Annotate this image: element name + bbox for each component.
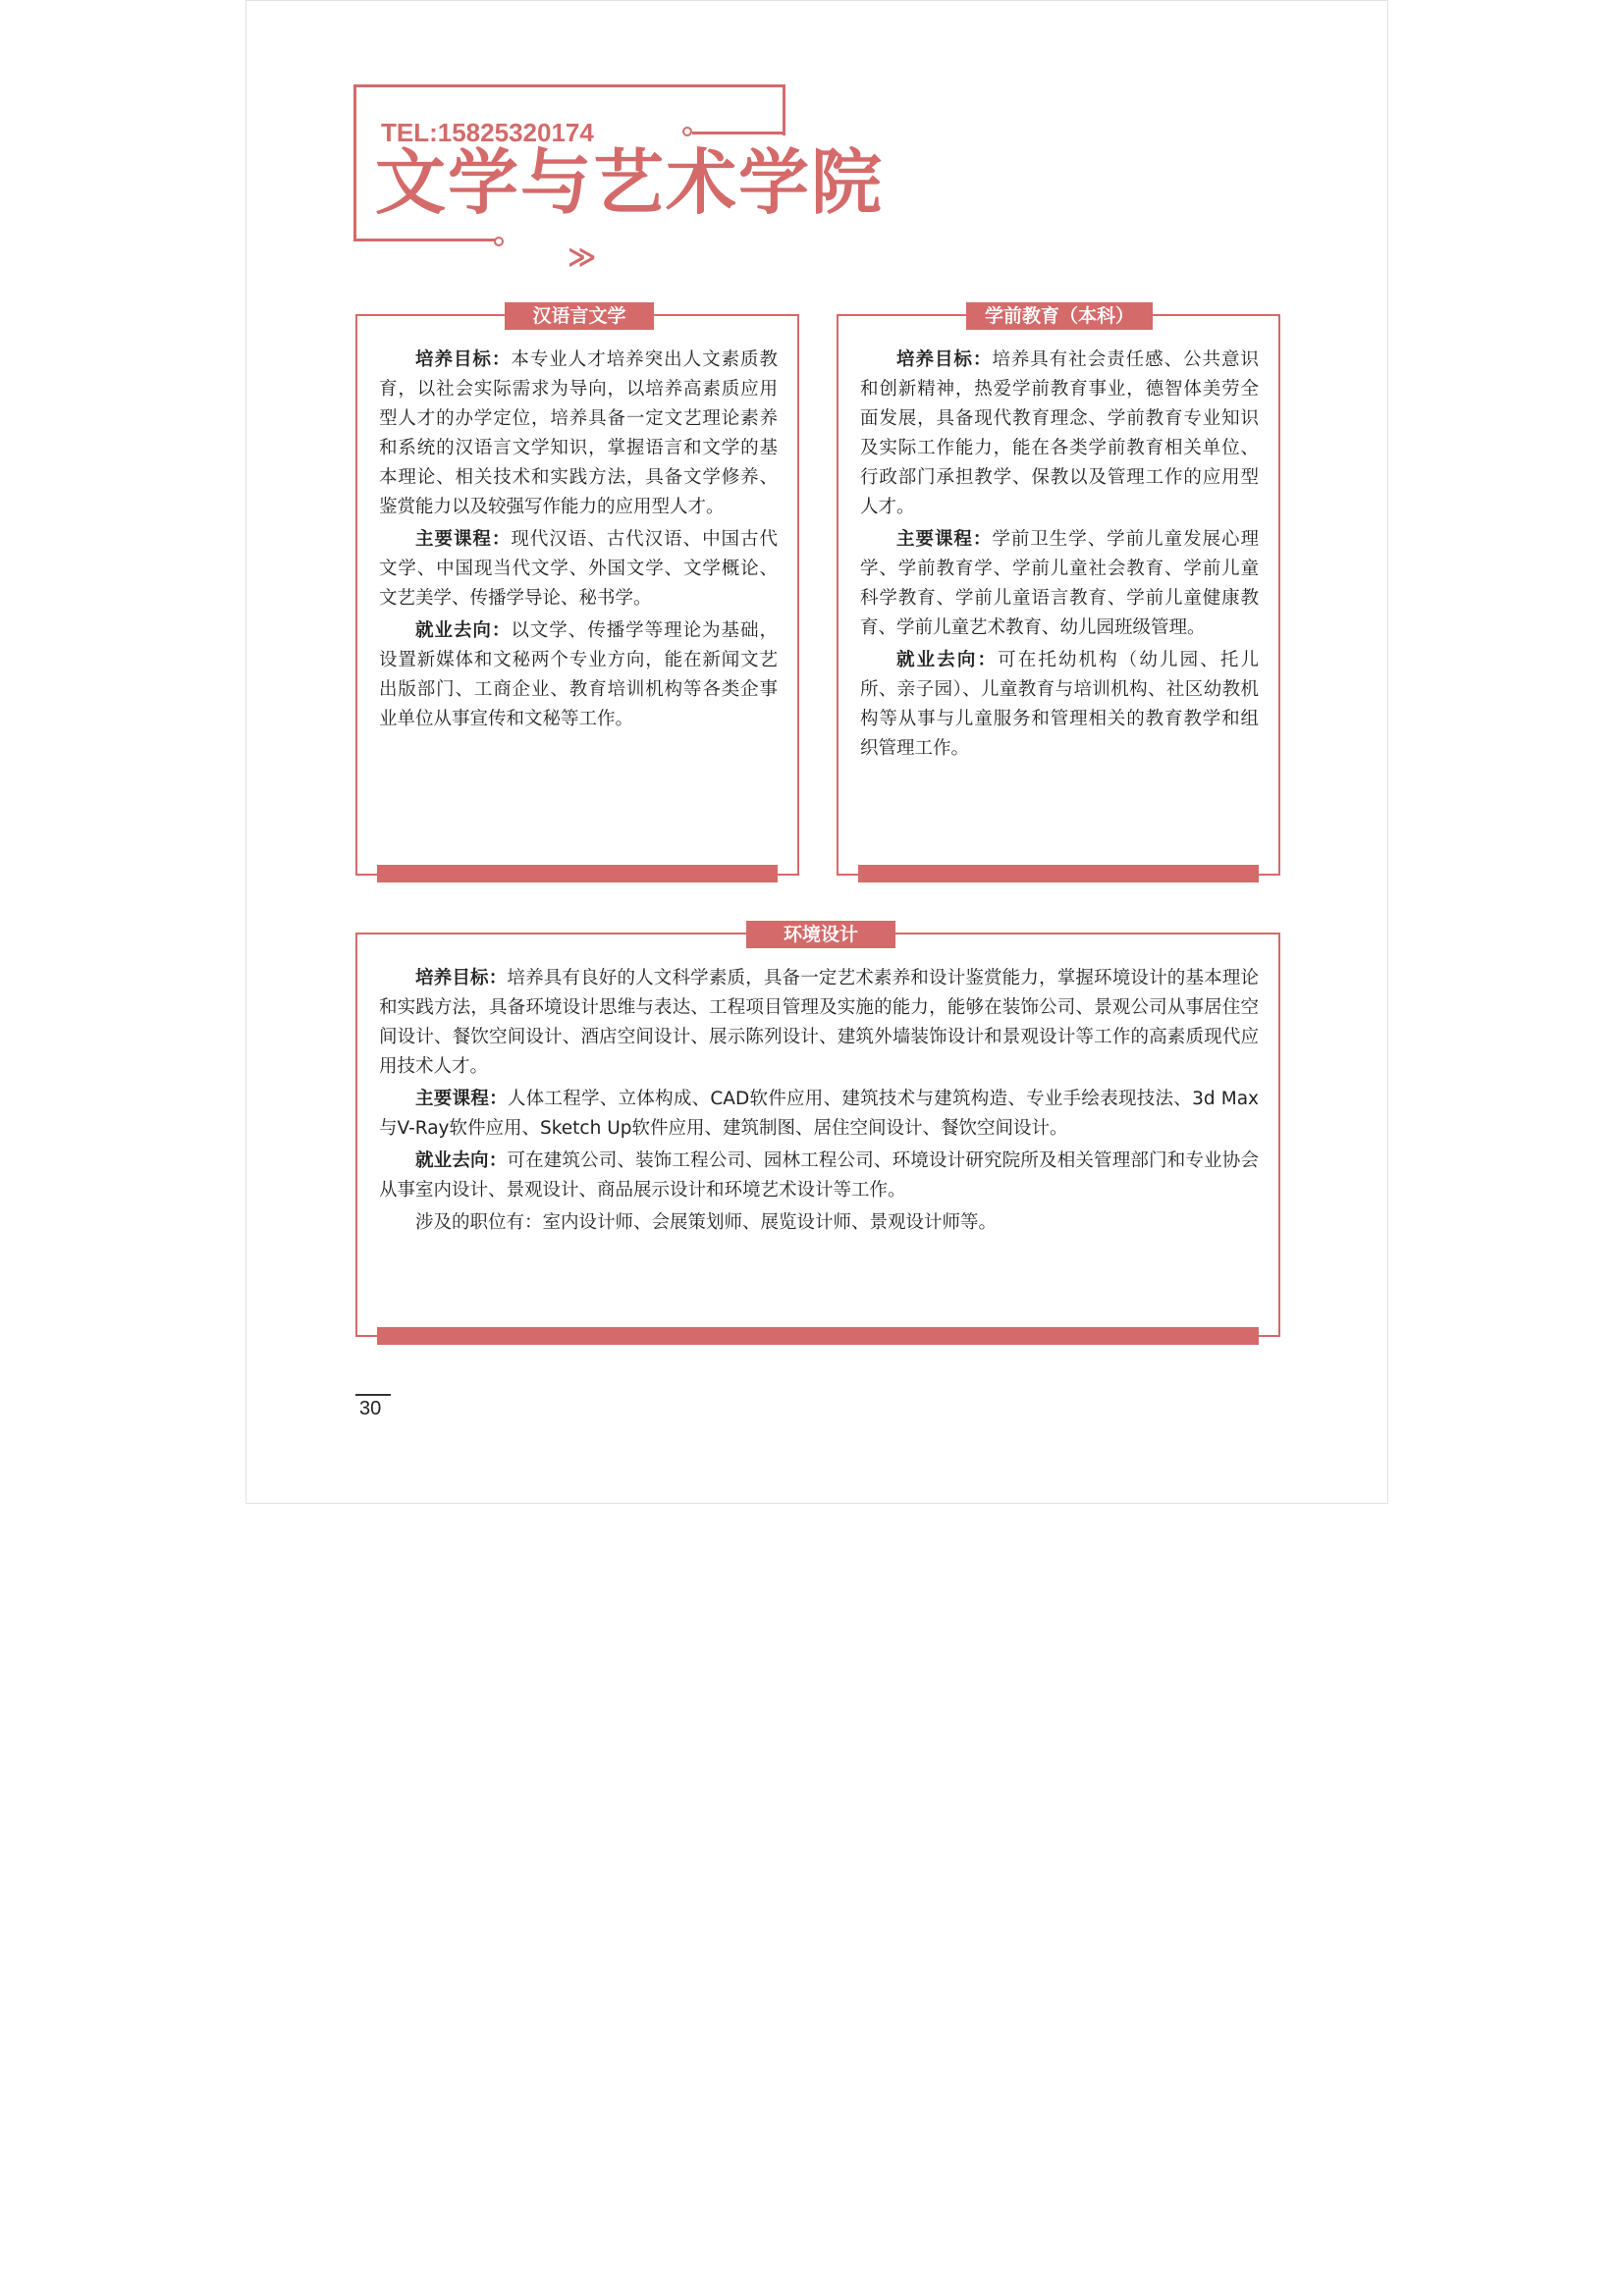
paragraph-objective: 培养目标：本专业人才培养突出人文素质教育，以社会实际需求为导向，以培养高素质应用型人才的办学定位，培养具备一定文艺理论素养和系统的汉语言文学知识，掌握语言和文学的基本理论、相关技术和实践方法，具备文学修养、鉴赏能力以及较强写作能力的应用型人才。 xyxy=(379,349,778,517)
paragraph-courses: 主要课程：人体工程学、立体构成、CAD软件应用、建筑技术与建筑构造、专业手绘表现技法、3d Max与V-Ray软件应用、Sketch Up软件应用、建筑制图、居住空间设计、餐饮空间设计。 xyxy=(379,1089,1259,1139)
header-frame-gap xyxy=(501,236,785,245)
major-card-body xyxy=(379,346,778,737)
header-dot-ornament xyxy=(682,127,692,136)
major-card-title: 汉语言文学 xyxy=(505,302,654,330)
paragraph-careers: 就业去向：以文学、传播学等理论为基础，设置新媒体和文秘两个专业方向，能在新闻文艺出版部门、工商企业、教育培训机构等各类企事业单位从事宣传和文秘等工作。 xyxy=(379,620,778,729)
header-dot-ornament-bottom xyxy=(494,237,504,246)
major-card-title: 学前教育（本科） xyxy=(966,302,1153,330)
header-frame-edge xyxy=(783,84,785,135)
paragraph-courses: 主要课程：学前卫生学、学前儿童发展心理学、学前教育学、学前儿童社会教育、学前儿童科学教育、学前儿童语言教育、学前儿童健康教育、学前儿童艺术教育、幼儿园班级管理。 xyxy=(860,529,1259,638)
paragraph-positions: 涉及的职位有：室内设计师、会展策划师、展览设计师、景观设计师等。 xyxy=(415,1212,998,1233)
page-number-rule xyxy=(355,1394,391,1396)
paragraph-objective: 培养目标：培养具有良好的人文科学素质，具备一定艺术素养和设计鉴赏能力，掌握环境设计的基本理论和实践方法，具备环境设计思维与表达、工程项目管理及实施的能力，能够在装饰公司、景观公司从事居住空间设计、餐饮空间设计、酒店空间设计、展示陈列设计、建筑外墙装饰设计和景观设计等工作的高素质现代应用技术人才。 xyxy=(379,968,1259,1077)
major-card-body xyxy=(379,964,1259,1241)
major-card-chinese-literature xyxy=(355,305,799,876)
paragraph-objective: 培养目标：培养具有社会责任感、公共意识和创新精神，热爱学前教育事业，德智体美劳全面发展，具备现代教育理念、学前教育专业知识及实际工作能力，能在各类学前教育相关单位、行政部门承担教学、保教以及管理工作的应用型人才。 xyxy=(860,349,1259,517)
paragraph-courses: 主要课程：现代汉语、古代汉语、中国古代文学、中国现当代文学、外国文学、文学概论、文艺美学、传播学导论、秘书学。 xyxy=(379,529,778,609)
page-title: 文学与艺术学院 xyxy=(375,140,885,224)
page-number: 30 xyxy=(359,1398,382,1419)
major-card-environmental-design xyxy=(355,924,1280,1337)
major-card-body xyxy=(860,346,1259,767)
phone-number: TEL:15825320174 xyxy=(381,118,594,147)
paragraph-careers: 就业去向：可在建筑公司、装饰工程公司、园林工程公司、环境设计研究院所及相关管理部门和专业协会从事室内设计、景观设计、商品展示设计和环境艺术设计等工作。 xyxy=(379,1150,1259,1201)
double-chevron-icon: ≫ xyxy=(568,240,589,273)
card-footer-bar xyxy=(377,1327,1259,1345)
card-footer-bar xyxy=(377,865,778,882)
major-card-preschool-education xyxy=(837,305,1280,876)
card-footer-bar xyxy=(858,865,1259,882)
paragraph-careers: 就业去向：可在托幼机构（幼儿园、托儿所、亲子园）、儿童教育与培训机构、社区幼教机构等从事与儿童服务和管理相关的教育教学和组织管理工作。 xyxy=(860,650,1259,759)
header-frame-tick xyxy=(692,132,785,134)
major-card-title: 环境设计 xyxy=(746,921,895,948)
